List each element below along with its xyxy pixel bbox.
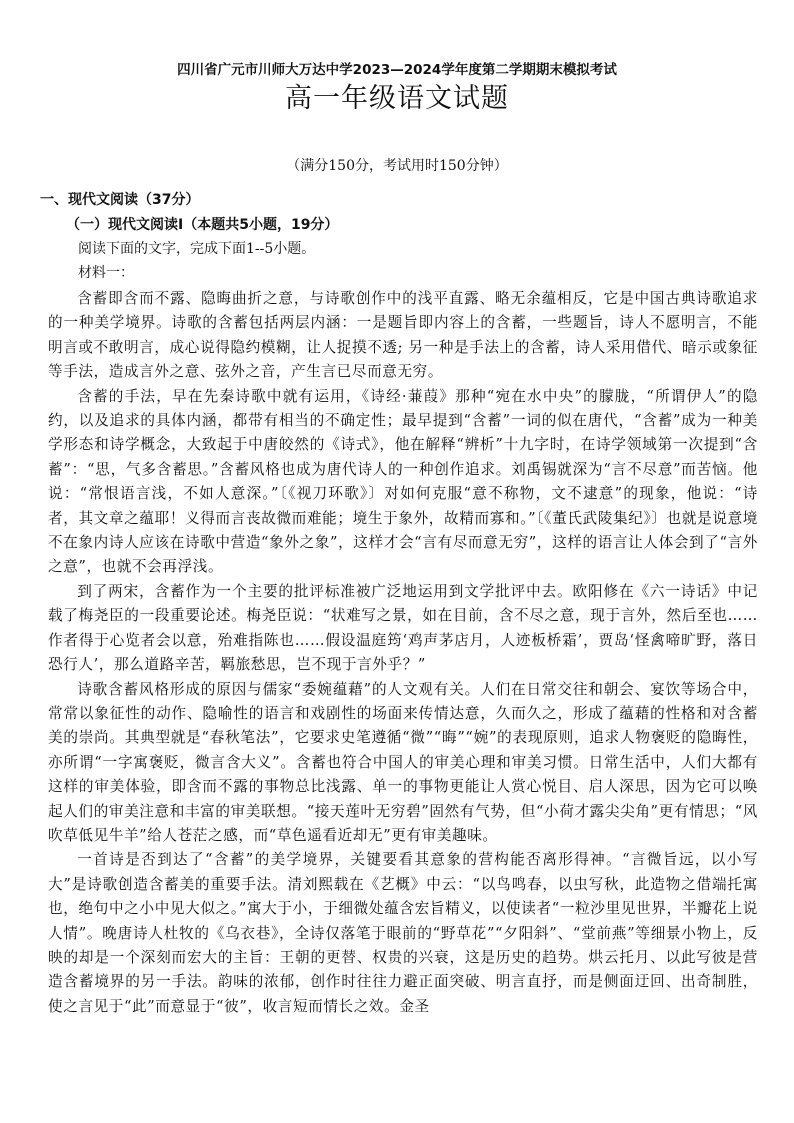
- passage-paragraph-5: 一首诗是否到达了“含蓄”的美学境界，关键要看其意象的营构能否离形得神。“言微旨远，以小写大”是诗歌创造含蓄美的重要手法。清刘熙载在《艺概》中云：“以鸟鸣春，以虫写秋，此造物之借端托寓也，绝句中之小中见大似之。”寓大于小，于细微处蕴含宏旨精义，以使读者“一粒沙里见世界，半瓣花上说人情”。晚唐诗人杜牧的《乌衣巷》，全诗仅落笔于眼前的“野草花”“夕阳斜”、“堂前燕”等细景小物上，反映的却是一个深刻而宏大的主旨：王朝的更替、权贵的兴衰，这是历史的趋势。烘云托月、以此写彼是营造含蓄境界的另一手法。韵味的浓郁，创作时往往力避正面突破、明言直抒，而是侧面迂回、出奇制胜，使之言见于“此”而意显于“彼”，收言短而情长之效。金圣: [48, 851, 758, 1015]
- subsection-heading: （一）现代文阅读Ⅰ（本题共5小题，19分）: [66, 217, 339, 233]
- page-title: 高一年级语文试题: [285, 83, 509, 114]
- material-label: 材料一：: [78, 265, 134, 281]
- score-time-note: （满分150分，考试用时150分钟）: [286, 158, 508, 174]
- reading-passage: [48, 287, 758, 1019]
- passage-paragraph-1: 含蓄即含而不露、隐晦曲折之意，与诗歌创作中的浅平直露、略无余蕴相反，它是中国古典诗歌追求的一种美学境界。诗歌的含蓄包括两层内涵：一是题旨即内容上的含蓄，一些题旨，诗人不愿明言，不能明言或不敢明言，成心说得隐约模糊，让人捉摸不透; 另一种是手法上的含蓄，诗人采用借代、暗示或象征等手法，造成言外之意、弦外之音，产生言已尽而意无穷。: [48, 290, 758, 381]
- reading-instruction: 阅读下面的文字，完成下面1--5小题。: [78, 241, 316, 257]
- school-exam-line: 四川省广元市川师大万达中学2023—2024学年度第二学期期末模拟考试: [177, 62, 617, 78]
- passage-paragraph-3: 到了两宋，含蓄作为一个主要的批评标准被广泛地运用到文学批评中去。欧阳修在《六一诗话》中记载了梅尧臣的一段重要论述。梅尧臣说：“状难写之景，如在目前，含不尽之意，现于言外，然后至也……作者得于心览者会以意，殆难指陈也……假设温庭筠‘鸡声茅店月，人迹板桥霜’，贾岛‘怪禽啼旷野，落日恐行人’，那么道路辛苦，羁旅愁思，岂不现于言外乎？”: [48, 582, 758, 674]
- section-heading: 一、现代文阅读（37分）: [40, 192, 200, 208]
- passage-paragraph-2: 含蓄的手法，早在先秦诗歌中就有运用，《诗经·蒹葭》那种“宛在水中央”的朦胧，“所谓伊人”的隐约，以及追求的具体内涵，都带有相当的不确定性；最早提到“含蓄”一词的似在唐代，“含蓄”成为一种美学形态和诗学概念，大致起于中唐皎然的《诗式》，他在解释“辨析”十九字时，在诗学领域第一次提到“含蓄”：“思，气多含蓄思。”含蓄风格也成为唐代诗人的一种创作追求。刘禹锡就深为“言不尽意”而苦恼。他说：“常恨语言浅，不如人意深。”〔《视刀环歌》〕对如何克服“意不称物，文不逮意”的现象，他说：“诗者，其文章之蕴耶！义得而言丧故微而难能；境生于象外，故精而寡和。”〔《董氏武陵集纪》〕也就是说意境不在象内诗人应该在诗歌中营造“象外之象”，这样才会“言有尽而意无穷”，这样的语言让人体会到了“言外之意”，也就不会再浮浅。: [48, 387, 758, 576]
- passage-paragraph-4: 诗歌含蓄风格形成的原因与儒家“委婉蕴藉”的人文观有关。人们在日常交往和朝会、宴饮等场合中，常常以象征性的动作、隐喻性的语言和戏剧性的场面来传情达意，久而久之，形成了蕴藉的性格和对含蓄美的崇尚。其典型就是“春秋笔法”，它要求史笔遵循“微”“晦”“婉”的表现原则，追求人物褒贬的隐晦性，亦所谓“一字寓褒贬，微言含大义”。含蓄也符合中国人的审美心理和审美习惯。日常生活中，人们大都有这样的审美体验，即含而不露的事物总比浅露、单一的事物更能让人赏心悦目、启人深思，因为它可以唤起人们的审美注意和丰富的审美联想。“接天莲叶无穷碧”固然有气势，但“小荷才露尖尖角”更有情思；“风吹草低见牛羊”给人苍茫之感，而“草色遥看近却无”更有审美趣味。: [48, 680, 758, 844]
